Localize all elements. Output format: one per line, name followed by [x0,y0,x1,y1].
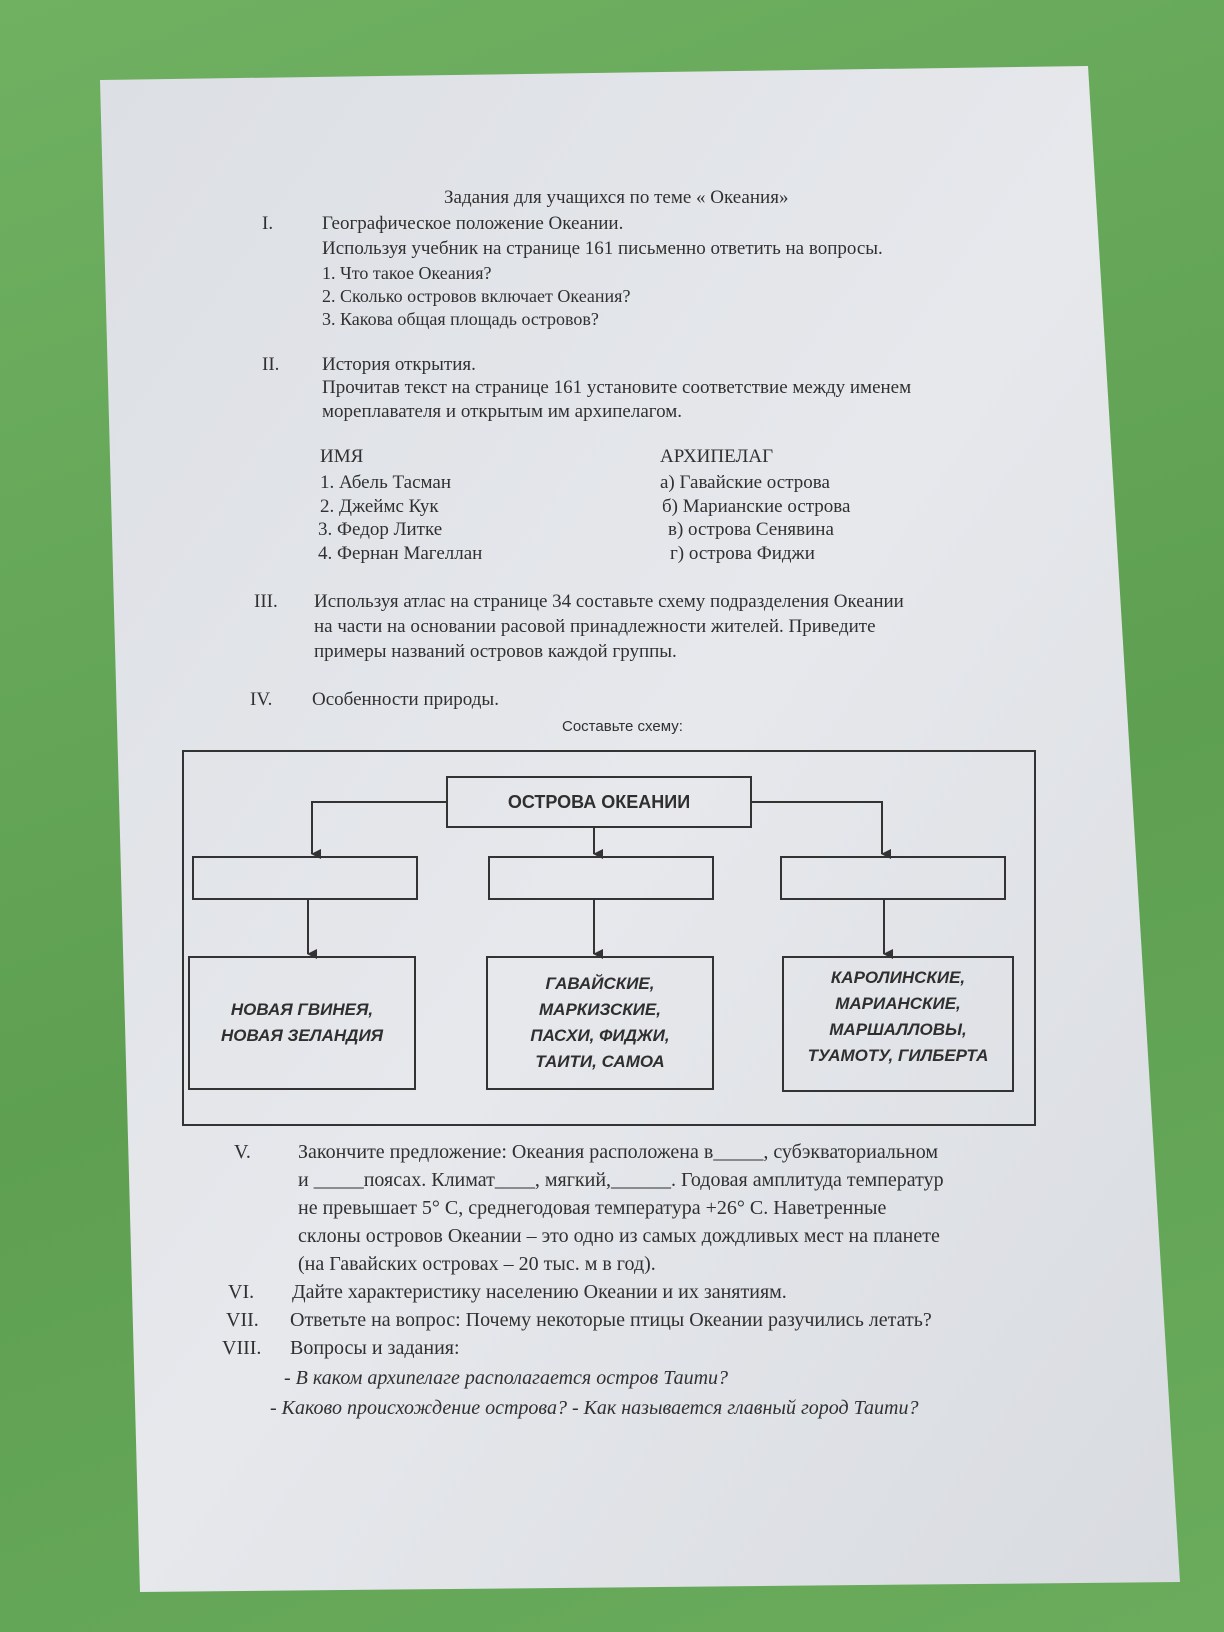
navigator-name: 3. Федор Литке [318,519,443,540]
section-5-text: и _____поясах. Климат____, мягкий,______. Годовая амплитуда температур [298,1169,944,1191]
diagram-examples-text: НОВАЯ ГВИНЕЯ, НОВАЯ ЗЕЛАНДИЯ [220,1000,384,1045]
navigator-name: 1. Абель Тасман [320,472,451,493]
archipelago-option: а) Гавайские острова [660,472,830,493]
section-2-instruction: Прочитав текст на странице 161 установите соответствие между именем [322,377,912,398]
section-5-text: (на Гавайских островах – 20 тыс. м в год). [298,1253,656,1275]
section-7-text: Ответьте на вопрос: Почему некоторые птицы Океании разучились летать? [290,1309,932,1331]
diagram-group-box [488,856,714,900]
section-1-question: 3. Какова общая площадь островов? [322,309,599,329]
section-2-heading: История открытия. [322,354,476,375]
section-1-instruction: Используя учебник на странице 161 письменно ответить на вопросы. [322,238,883,259]
archipelago-option: г) острова Фиджи [670,543,815,564]
section-8-item: - Каково происхождение острова? - Как называется главный город Таити? [270,1397,919,1419]
section-3-text: примеры названий островов каждой группы. [314,641,677,662]
section-2-number: II. [262,354,280,375]
section-1-question: 1. Что такое Океания? [322,263,492,283]
archipelago-column-header: АРХИПЕЛАГ [660,446,774,467]
section-4-number: IV. [250,689,273,710]
section-6-text: Дайте характеристику населению Океании и их занятиям. [292,1281,787,1303]
section-8-heading: Вопросы и задания: [290,1337,460,1359]
section-5-number: V. [234,1141,251,1163]
section-8-number: VIII. [222,1337,262,1359]
section-3-number: III. [254,591,278,612]
section-1-question: 2. Сколько островов включает Океания? [322,286,631,306]
section-6-number: VI. [228,1281,255,1303]
names-column-header: ИМЯ [320,446,364,467]
section-1-heading: Географическое положение Океании. [322,213,624,234]
section-3-text: на части на основании расовой принадлежности жителей. Приведите [314,616,876,637]
diagram-root-label: ОСТРОВА ОКЕАНИИ [507,792,691,812]
section-5-text: Закончите предложение: Океания расположена в_____, субэкваториальном [298,1141,938,1163]
section-2-instruction: мореплавателя и открытым им архипелагом. [322,401,683,422]
scheme-caption: Составьте схему: [562,718,683,735]
section-3-text: Используя атлас на странице 34 составьте схему подразделения Океании [314,591,904,612]
navigator-name: 2. Джеймс Кук [320,496,439,517]
worksheet-title: Задания для учащихся по теме « Океания» [444,187,789,208]
diagram-group-box [192,856,418,900]
section-8-item: - В каком архипелаге располагается остров Таити? [284,1367,729,1389]
section-4-heading: Особенности природы. [312,689,499,710]
diagram-examples-text: ГАВАЙСКИЕ, МАРКИЗСКИЕ, ПАСХИ, ФИДЖИ, ТАИТИ, САМОА [530,974,670,1071]
archipelago-option: б) Марианские острова [662,496,851,517]
diagram-examples-text: КАРОЛИНСКИЕ, МАРИАНСКИЕ, МАРШАЛЛОВЫ, ТУАМОТУ, ГИЛБЕРТА [807,968,989,1065]
section-5-text: не превышает 5° С, среднегодовая температура +26° С. Наветренные [298,1197,887,1219]
diagram-group-box [780,856,1006,900]
section-1-number: I. [262,213,274,234]
section-5-text: склоны островов Океании – это одно из самых дождливых мест на планете [298,1225,940,1247]
navigator-name: 4. Фернан Магеллан [318,543,483,564]
section-7-number: VII. [226,1309,259,1331]
archipelago-option: в) острова Сенявина [668,519,834,540]
